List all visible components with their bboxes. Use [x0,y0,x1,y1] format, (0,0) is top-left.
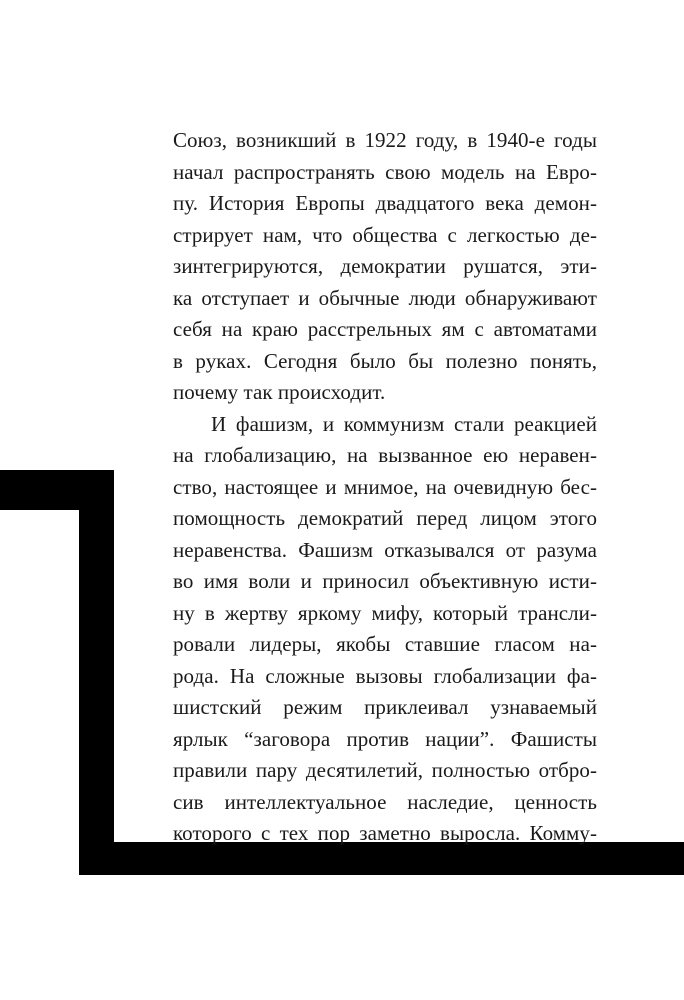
text-line: пу. История Европы двадцатого века демон- [173,191,597,215]
text-line: правили пару десятилетий, полностью отбро- [173,758,597,782]
text-line: на глобализацию, на вызванное ею неравен- [173,443,597,467]
text-line: начал распространять свою модель на Евро- [173,159,597,184]
text-line: сив интеллектуальное наследие, ценность [173,789,597,814]
text-line: в руках. Сегодня было бы полезно понять, [173,348,597,373]
body-text [173,125,597,850]
text-line: зинтегрируются, демократии рушатся, эти- [173,254,597,278]
text-line: неравенства. Фашизм отказывался от разума [173,537,597,562]
text-line: которого с тех пор заметно выросла. Комму- [173,821,597,845]
text-line: помощность демократий перед лицом этого [173,506,597,530]
text-line: ну в жертву яркому мифу, который трансли- [173,600,597,625]
decorative-frame-left [79,470,114,875]
text-line: ство, настоящее и мнимое, на очевидную бес- [173,474,597,499]
text-line: И фашизм, и коммунизм стали реакцией [211,411,597,436]
text-line: себя на краю расстрельных ям с автоматами [173,317,597,341]
text-line: шистский режим приклеивал узнаваемый [173,695,597,719]
text-line: рода. На сложные вызовы глобализации фа- [173,663,597,688]
text-line: ка отступает и обычные люди обнаруживают [173,285,597,310]
text-line: ярлык “заговора против нации”. Фашисты [173,726,597,751]
text-line: стрирует нам, что общества с легкостью де- [173,222,597,247]
text-line: почему так происходит. [173,380,386,404]
text-line: во имя воли и приносил объективную исти- [173,569,597,593]
text-line: Союз, возникший в 1922 году, в 1940-е годы [173,128,597,152]
text-line: ровали лидеры, якобы ставшие гласом на- [173,632,597,656]
